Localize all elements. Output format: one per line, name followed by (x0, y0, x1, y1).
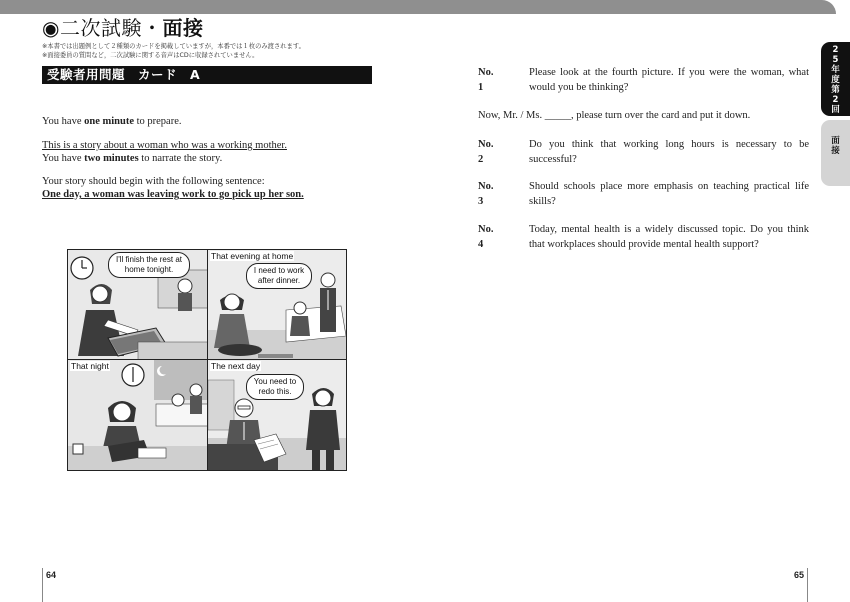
question-number: No. 3 (478, 181, 494, 207)
side-tab-interview-label: 面接 (831, 136, 840, 156)
question-number: No. 2 (478, 139, 494, 165)
speech-bubble-2: I need to work after dinner. (246, 263, 312, 289)
question-number: No. 1 (478, 67, 494, 93)
narrate-text-end: to narrate the story. (138, 153, 223, 164)
page-number-right: 65 (794, 570, 805, 580)
left-page-divider (42, 568, 43, 602)
caption-night: That night (71, 361, 109, 371)
caption-evening: That evening at home (211, 251, 294, 261)
question-number: No. 4 (478, 224, 494, 250)
comic-panel-1 (68, 250, 208, 360)
question-text: Today, mental health is a widely discussed topic. Do you think that workplaces should provide mental health support? (529, 224, 809, 250)
narrate-line (42, 152, 287, 165)
prep-text: You have (42, 116, 85, 127)
note-1: ※本書では出題例として２種類のカードを掲載していますが，本番では１枚のみ渡されます。 (42, 43, 305, 50)
page-number-left: 64 (46, 570, 57, 580)
note-2: ※面接委員の質問など，二次試験に関する音声はCDに収録されていません。 (42, 52, 259, 59)
comic-strip (67, 249, 347, 471)
side-tab-round[interactable] (821, 42, 850, 116)
night-work-illustration (68, 360, 208, 470)
heading-plain: ◉二次試験・ (42, 16, 163, 40)
speech-bubble-4: You need to redo this. (246, 374, 304, 400)
question-text: Please look at the fourth picture. If you were the woman, what would you be thinking? (529, 67, 809, 93)
speech-bubble-1: I'll finish the rest at home tonight. (108, 252, 190, 278)
question-text: Should schools place more emphasis on teaching practical life skills? (529, 181, 809, 207)
comic-panel-2 (208, 250, 346, 360)
begin-instruction (42, 175, 304, 201)
begin-line: Your story should begin with the following sentence: (42, 176, 265, 187)
prep-duration: one minute (84, 116, 134, 127)
card-label-bar: 受験者用問題 カード A (42, 66, 372, 84)
caption-next-day: The next day (211, 361, 261, 371)
begin-sentence: One day, a woman was leaving work to go pick up her son. (42, 189, 304, 200)
section-heading (42, 12, 203, 41)
side-tab-round-label: 25年度第2回 (831, 45, 840, 115)
story-intro (42, 139, 287, 165)
question-text: Do you think that working long hours is necessary to be successful? (529, 139, 809, 165)
side-tab-interview[interactable] (821, 120, 850, 186)
narrate-text: You have (42, 153, 85, 164)
comic-panel-4 (208, 360, 346, 470)
narrate-duration: two minutes (84, 153, 139, 164)
header-bar-cutout (452, 14, 836, 20)
story-line: This is a story about a woman who was a working mother. (42, 140, 287, 151)
comic-panel-3 (68, 360, 208, 470)
turn-card-instruction: Now, Mr. / Ms. _____, please turn over the card and put it down. (478, 110, 751, 121)
heading-bold: 面接 (162, 16, 204, 40)
prep-text-end: to prepare. (133, 116, 182, 127)
prep-time (42, 115, 182, 128)
right-page-divider (807, 568, 808, 602)
notes (42, 42, 305, 60)
